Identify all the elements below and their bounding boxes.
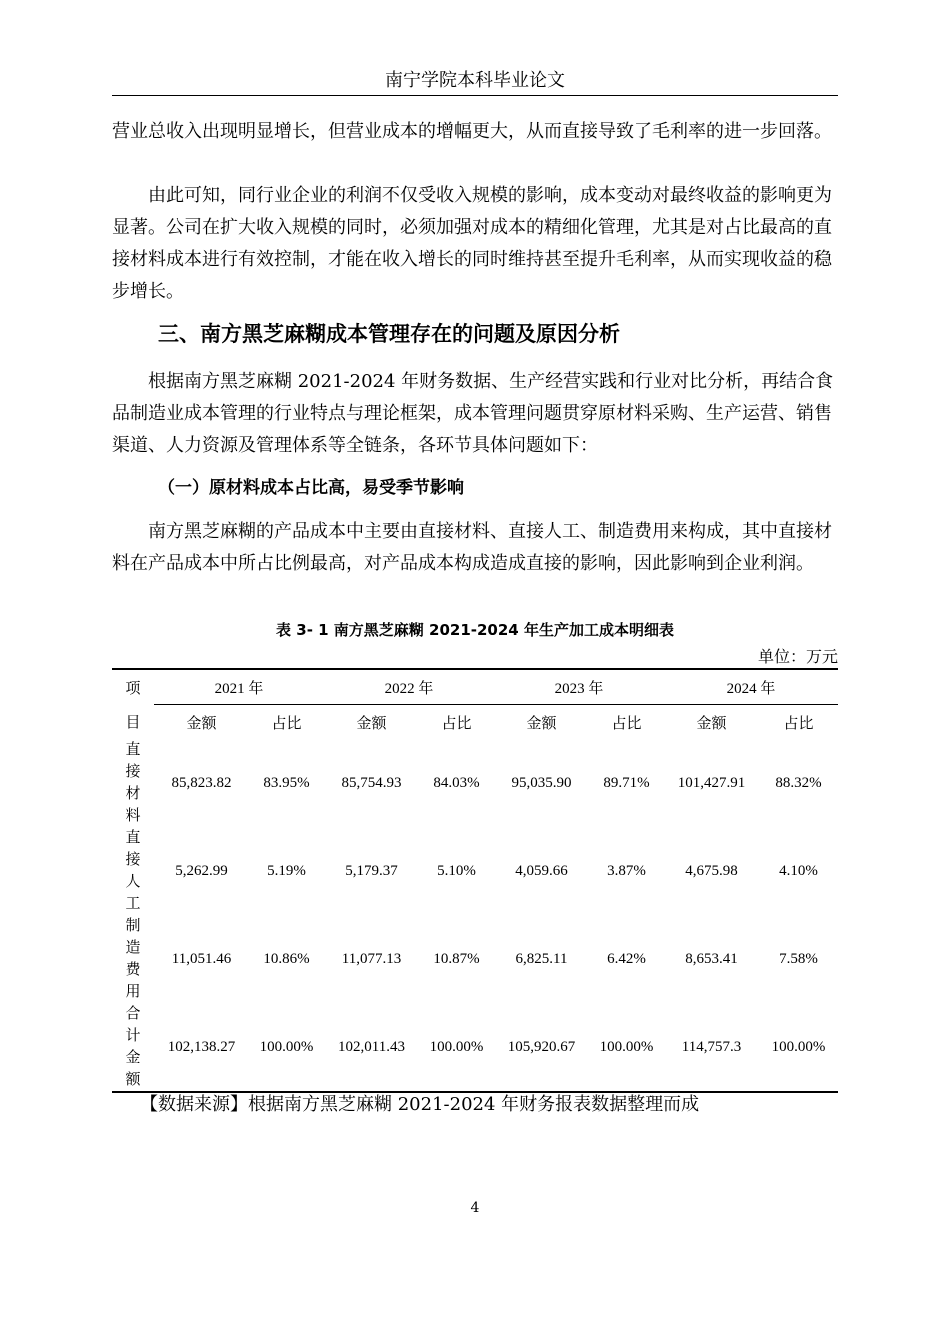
- running-header: 南宁学院本科毕业论文: [385, 70, 565, 91]
- row-label: 合 计 金 额: [112, 1003, 154, 1092]
- cell-amount: 85,754.93: [341, 774, 402, 791]
- cell-ratio: 89.71%: [603, 774, 650, 791]
- cell-amount: 102,138.27: [154, 1003, 249, 1092]
- page-number: 4: [470, 1200, 480, 1216]
- col-amount: 金额: [186, 715, 217, 732]
- corner-label-top: 项: [125, 680, 141, 697]
- section-heading: 三、南方黑芝麻糊成本管理存在的问题及原因分析: [158, 322, 620, 346]
- cell-amount: 5,179.37: [345, 862, 398, 879]
- table-row: [112, 1003, 838, 1092]
- cell-ratio: 5.10%: [437, 862, 476, 879]
- cell-ratio: 10.86%: [263, 950, 310, 967]
- cost-table: [112, 668, 838, 1093]
- corner-label-bottom: 目: [125, 715, 141, 732]
- table-row: [112, 915, 838, 1003]
- table-unit: 单位：万元: [757, 647, 838, 666]
- cell-amount: 11,077.13: [341, 950, 402, 967]
- cell-amount: 4,059.66: [515, 862, 568, 879]
- cell-amount: 5,262.99: [175, 862, 228, 879]
- cell-amount: 8,653.41: [685, 950, 738, 967]
- col-ratio: 占比: [271, 715, 302, 732]
- cell-ratio: 100.00%: [589, 1003, 664, 1092]
- cell-amount: 6,825.11: [515, 950, 568, 967]
- year-header: 2021 年: [154, 669, 324, 705]
- col-amount: 金额: [526, 715, 557, 732]
- table-subheader-row: [112, 705, 838, 740]
- cell-ratio: 83.95%: [263, 774, 310, 791]
- cell-ratio: 88.32%: [775, 774, 822, 791]
- row-label: 制 造 费 用: [125, 918, 141, 1000]
- table-caption: 表 3- 1 南方黑芝麻糊 2021-2024 年生产加工成本明细表: [276, 621, 674, 639]
- cell-ratio: 3.87%: [607, 862, 646, 879]
- cell-ratio: 100.00%: [419, 1003, 494, 1092]
- cell-ratio: 100.00%: [759, 1003, 838, 1092]
- col-ratio: 占比: [783, 715, 814, 732]
- cell-ratio: 5.19%: [267, 862, 306, 879]
- data-source-note: 【数据来源】根据南方黑芝麻糊 2021-2024 年财务报表数据整理而成: [140, 1094, 700, 1115]
- col-amount: 金额: [696, 715, 727, 732]
- cell-amount: 4,675.98: [685, 862, 738, 879]
- cell-amount: 85,823.82: [171, 774, 232, 791]
- year-header: 2023 年: [494, 669, 664, 705]
- cell-amount: 105,920.67: [494, 1003, 589, 1092]
- paragraph-1: 营业总收入出现明显增长，但营业成本的增幅更大，从而直接导致了毛利率的进一步回落。: [112, 121, 832, 142]
- cell-amount: 101,427.91: [677, 774, 746, 791]
- header-rule: [112, 95, 838, 96]
- cell-amount: 102,011.43: [324, 1003, 419, 1092]
- paragraph-2: 由此可知，同行业企业的利润不仅受收入规模的影响，成本变动对最终收益的影响更为显著。公司在扩大收入规模的同时，必须加强对成本的精细化管理，尤其是对占比最高的直接材料成本进行有效控制，才能在收入增长的同时维持甚至提升毛利率，从而实现收益的稳步增长。: [112, 185, 832, 302]
- cell-amount: 95,035.90: [511, 774, 572, 791]
- cell-ratio: 4.10%: [779, 862, 818, 879]
- col-amount: 金额: [356, 715, 387, 732]
- table-row: [112, 827, 838, 915]
- table-year-row: [112, 669, 838, 705]
- cell-ratio: 100.00%: [249, 1003, 324, 1092]
- paragraph-3: 根据南方黑芝麻糊 2021-2024 年财务数据、生产经营实践和行业对比分析，再结合食品制造业成本管理的行业特点与理论框架，成本管理问题贯穿原材料采购、生产运营、销售渠道、人力资源及管理体系等全链条，各环节具体问题如下：: [112, 371, 834, 456]
- cell-amount: 11,051.46: [171, 950, 232, 967]
- row-label: 直 接 人 工: [125, 830, 141, 912]
- col-ratio: 占比: [611, 715, 642, 732]
- year-header: 2024 年: [664, 669, 838, 705]
- cell-ratio: 10.87%: [433, 950, 480, 967]
- cell-ratio: 7.58%: [779, 950, 818, 967]
- row-label: 直 接 材 料: [125, 742, 141, 824]
- cell-ratio: 84.03%: [433, 774, 480, 791]
- year-header: 2022 年: [324, 669, 494, 705]
- table-row: [112, 739, 838, 827]
- paragraph-4: 南方黑芝麻糊的产品成本中主要由直接材料、直接人工、制造费用来构成，其中直接材料在产品成本中所占比例最高，对产品成本构成造成直接的影响，因此影响到企业利润。: [112, 521, 832, 574]
- cell-amount: 114,757.3: [664, 1003, 759, 1092]
- subsection-heading: （一）原材料成本占比高，易受季节影响: [158, 478, 464, 498]
- col-ratio: 占比: [441, 715, 472, 732]
- cell-ratio: 6.42%: [607, 950, 646, 967]
